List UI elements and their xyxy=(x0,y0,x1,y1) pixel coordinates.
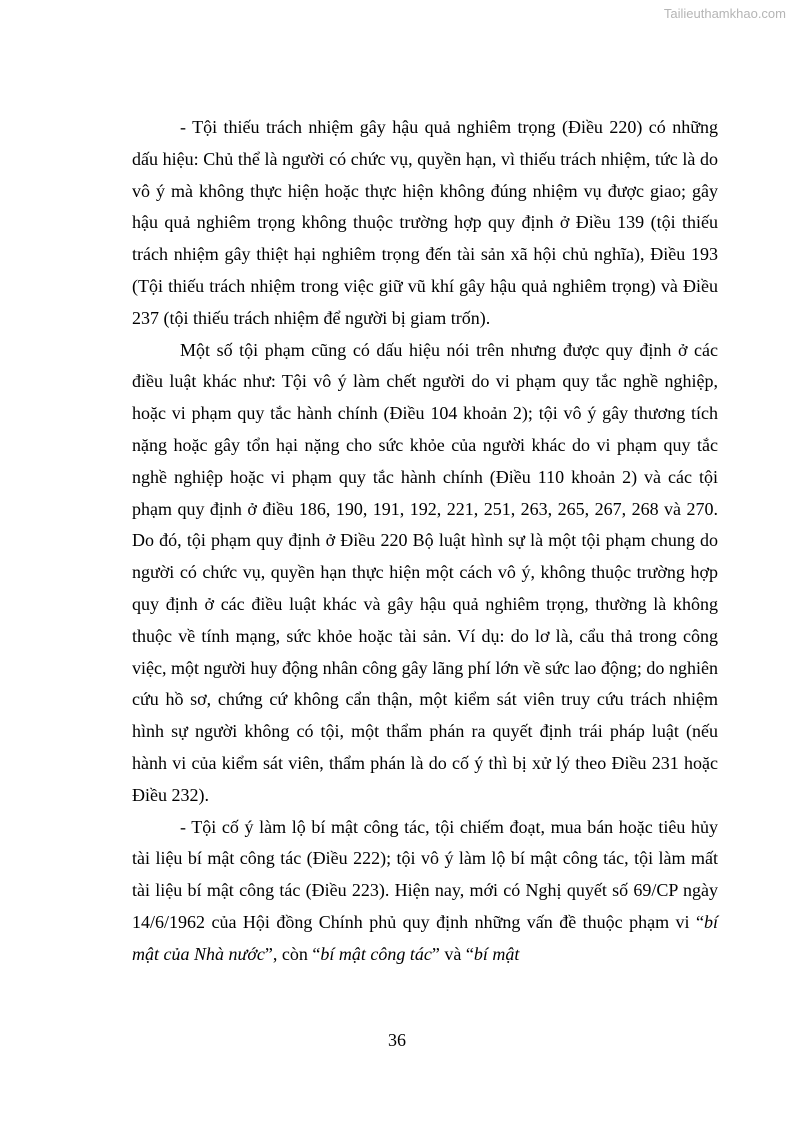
paragraph-3-connector-1: ”, còn “ xyxy=(264,943,321,964)
italic-term-secret: bí mật xyxy=(473,943,520,964)
paragraph-3-text: - Tội cố ý làm lộ bí mật công tác, tội chiếm đoạt, mua bán hoặc tiêu hủy tài liệu bí mật công tác (Điều 222); tội vô ý làm lộ bí mật công tác, tội làm mất tài liệu bí mật công tác (Điều 223). Hiện nay, mới có Nghị quyết số 69/CP ngày 14/6/1962 của Hội đồng Chính phủ quy định những vấn đề thuộc phạm vi “ xyxy=(132,816,718,932)
document-body xyxy=(132,112,718,971)
paragraph-1: - Tội thiếu trách nhiệm gây hậu quả nghiêm trọng (Điều 220) có những dấu hiệu: Chủ thể là người có chức vụ, quyền hạn, vì thiếu trách nhiệm, tức là do vô ý mà không thực hiện hoặc thực hiện không đúng nhiệm vụ được giao; gây hậu quả nghiêm trọng không thuộc trường hợp quy định ở Điều 139 (tội thiếu trách nhiệm gây thiệt hại nghiêm trọng đến tài sản xã hội chủ nghĩa), Điều 193 (Tội thiếu trách nhiệm trong việc giữ vũ khí gây hậu quả nghiêm trọng) và Điều 237 (tội thiếu trách nhiệm để người bị giam trốn). xyxy=(132,117,718,328)
watermark-text: Tailieuthamkhao.com xyxy=(663,6,786,21)
italic-term-state-secret: bí mật của Nhà nước xyxy=(132,911,718,964)
page-number: 36 xyxy=(388,1030,406,1050)
paragraph-3 xyxy=(132,812,718,971)
paragraph-3-connector-2: ” và “ xyxy=(431,943,474,964)
italic-term-work-secret: bí mật công tác xyxy=(320,943,432,964)
paragraph-2: Một số tội phạm cũng có dấu hiệu nói trên nhưng được quy định ở các điều luật khác như: Tội vô ý làm chết người do vi phạm quy tắc nghề nghiệp, hoặc vi phạm quy tắc hành chính (Điều 104 khoản 2); tội vô ý gây thương tích nặng hoặc gây tổn hại nặng cho sức khỏe của người khác do vi phạm quy tắc nghề nghiệp hoặc vi phạm quy tắc hành chính (Điều 110 khoản 2) và các tội phạm quy định ở điều 186, 190, 191, 192, 221, 251, 263, 265, 267, 268 và 270. Do đó, tội phạm quy định ở Điều 220 Bộ luật hình sự là một tội phạm chung do người có chức vụ, quyền hạn thực hiện một cách vô ý, không thuộc trường hợp quy định ở các điều luật khác và gây hậu quả nghiêm trọng, thường là không thuộc về tính mạng, sức khỏe hoặc tài sản. Ví dụ: do lơ là, cẩu thả trong công việc, một người huy động nhân công gây lãng phí lớn về sức lao động; do nghiên cứu hồ sơ, chứng cứ không cẩn thận, một kiểm sát viên truy cứu trách nhiệm hình sự người không có tội, một thẩm phán ra quyết định trái pháp luật (nếu hành vi của kiểm sát viên, thẩm phán là do cố ý thì bị xử lý theo Điều 231 hoặc Điều 232). xyxy=(132,339,718,805)
